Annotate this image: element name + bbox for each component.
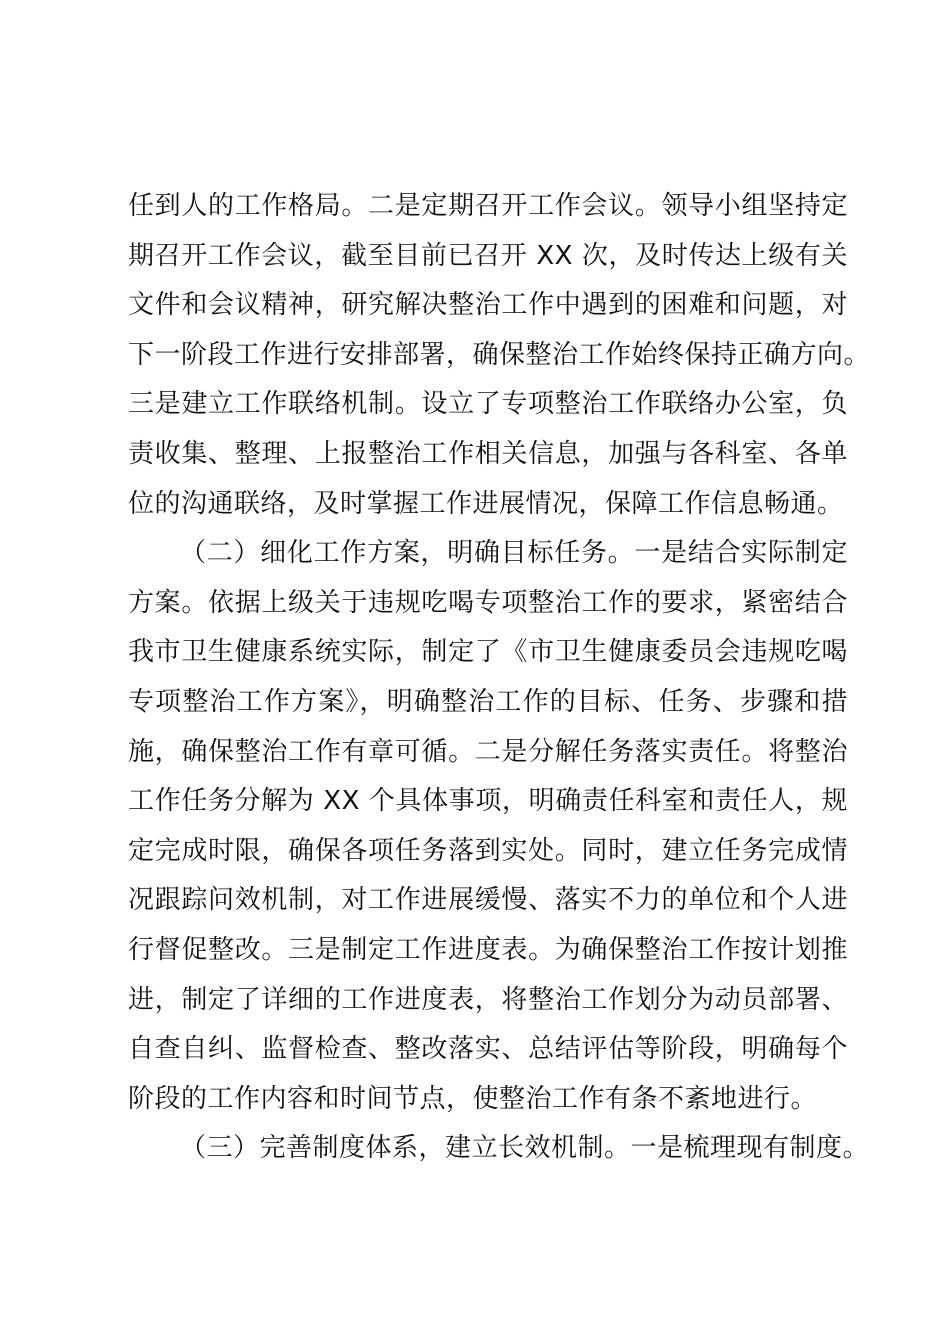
text-line: 任到人的工作格局。二是定期召开工作会议。领导小组坚持定: [128, 191, 848, 221]
text-line: 施，确保整治工作有章可循。二是分解任务落实责任。将整治: [128, 736, 848, 767]
text-line: 下一阶段工作进行安排部署，确保整治工作始终保持正确方向。: [128, 339, 871, 370]
text-line: 定完成时限，确保各项任务落到实处。同时，建立任务完成情: [128, 835, 848, 866]
text-line: 责收集、整理、上报整治工作相关信息，加强与各科室、各单: [128, 438, 848, 469]
section-heading-line: （二）细化工作方案，明确目标任务。一是结合实际制定: [180, 538, 848, 569]
body-text: [128, 182, 871, 1174]
text-line: 文件和会议精神，研究解决整治工作中遇到的困难和问题，对: [128, 290, 848, 321]
text-line: 工作任务分解为 XX 个具体事项，明确责任科室和责任人，规: [128, 786, 848, 817]
text-line: 位的沟通联络，及时掌握工作进展情况，保障工作信息畅通。: [128, 488, 844, 519]
text-line: 况跟踪问效机制，对工作进展缓慢、落实不力的单位和个人进: [128, 885, 848, 916]
text-line: 我市卫生健康系统实际，制定了《市卫生健康委员会违规吃喝: [128, 637, 848, 668]
text-line: 三是建立工作联络机制。设立了专项整治工作联络办公室，负: [128, 389, 848, 420]
text-line: 期召开工作会议，截至目前已召开 XX 次，及时传达上级有关: [128, 240, 848, 271]
section-heading-line: （三）完善制度体系，建立长效机制。一是梳理现有制度。: [180, 1133, 870, 1164]
text-line: 方案。依据上级关于违规吃喝专项整治工作的要求，紧密结合: [128, 587, 848, 618]
text-line: 行督促整改。三是制定工作进度表。为确保整治工作按计划推: [128, 934, 848, 965]
text-line: 进，制定了详细的工作进度表，将整治工作划分为动员部署、: [128, 984, 848, 1015]
text-line: 自查自纠、监督检查、整改落实、总结评估等阶段，明确每个: [128, 1034, 848, 1065]
text-line: 阶段的工作内容和时间节点，使整治工作有条不紊地进行。: [128, 1083, 818, 1114]
text-line: 专项整治工作方案》，明确整治工作的目标、任务、步骤和措: [128, 686, 848, 717]
